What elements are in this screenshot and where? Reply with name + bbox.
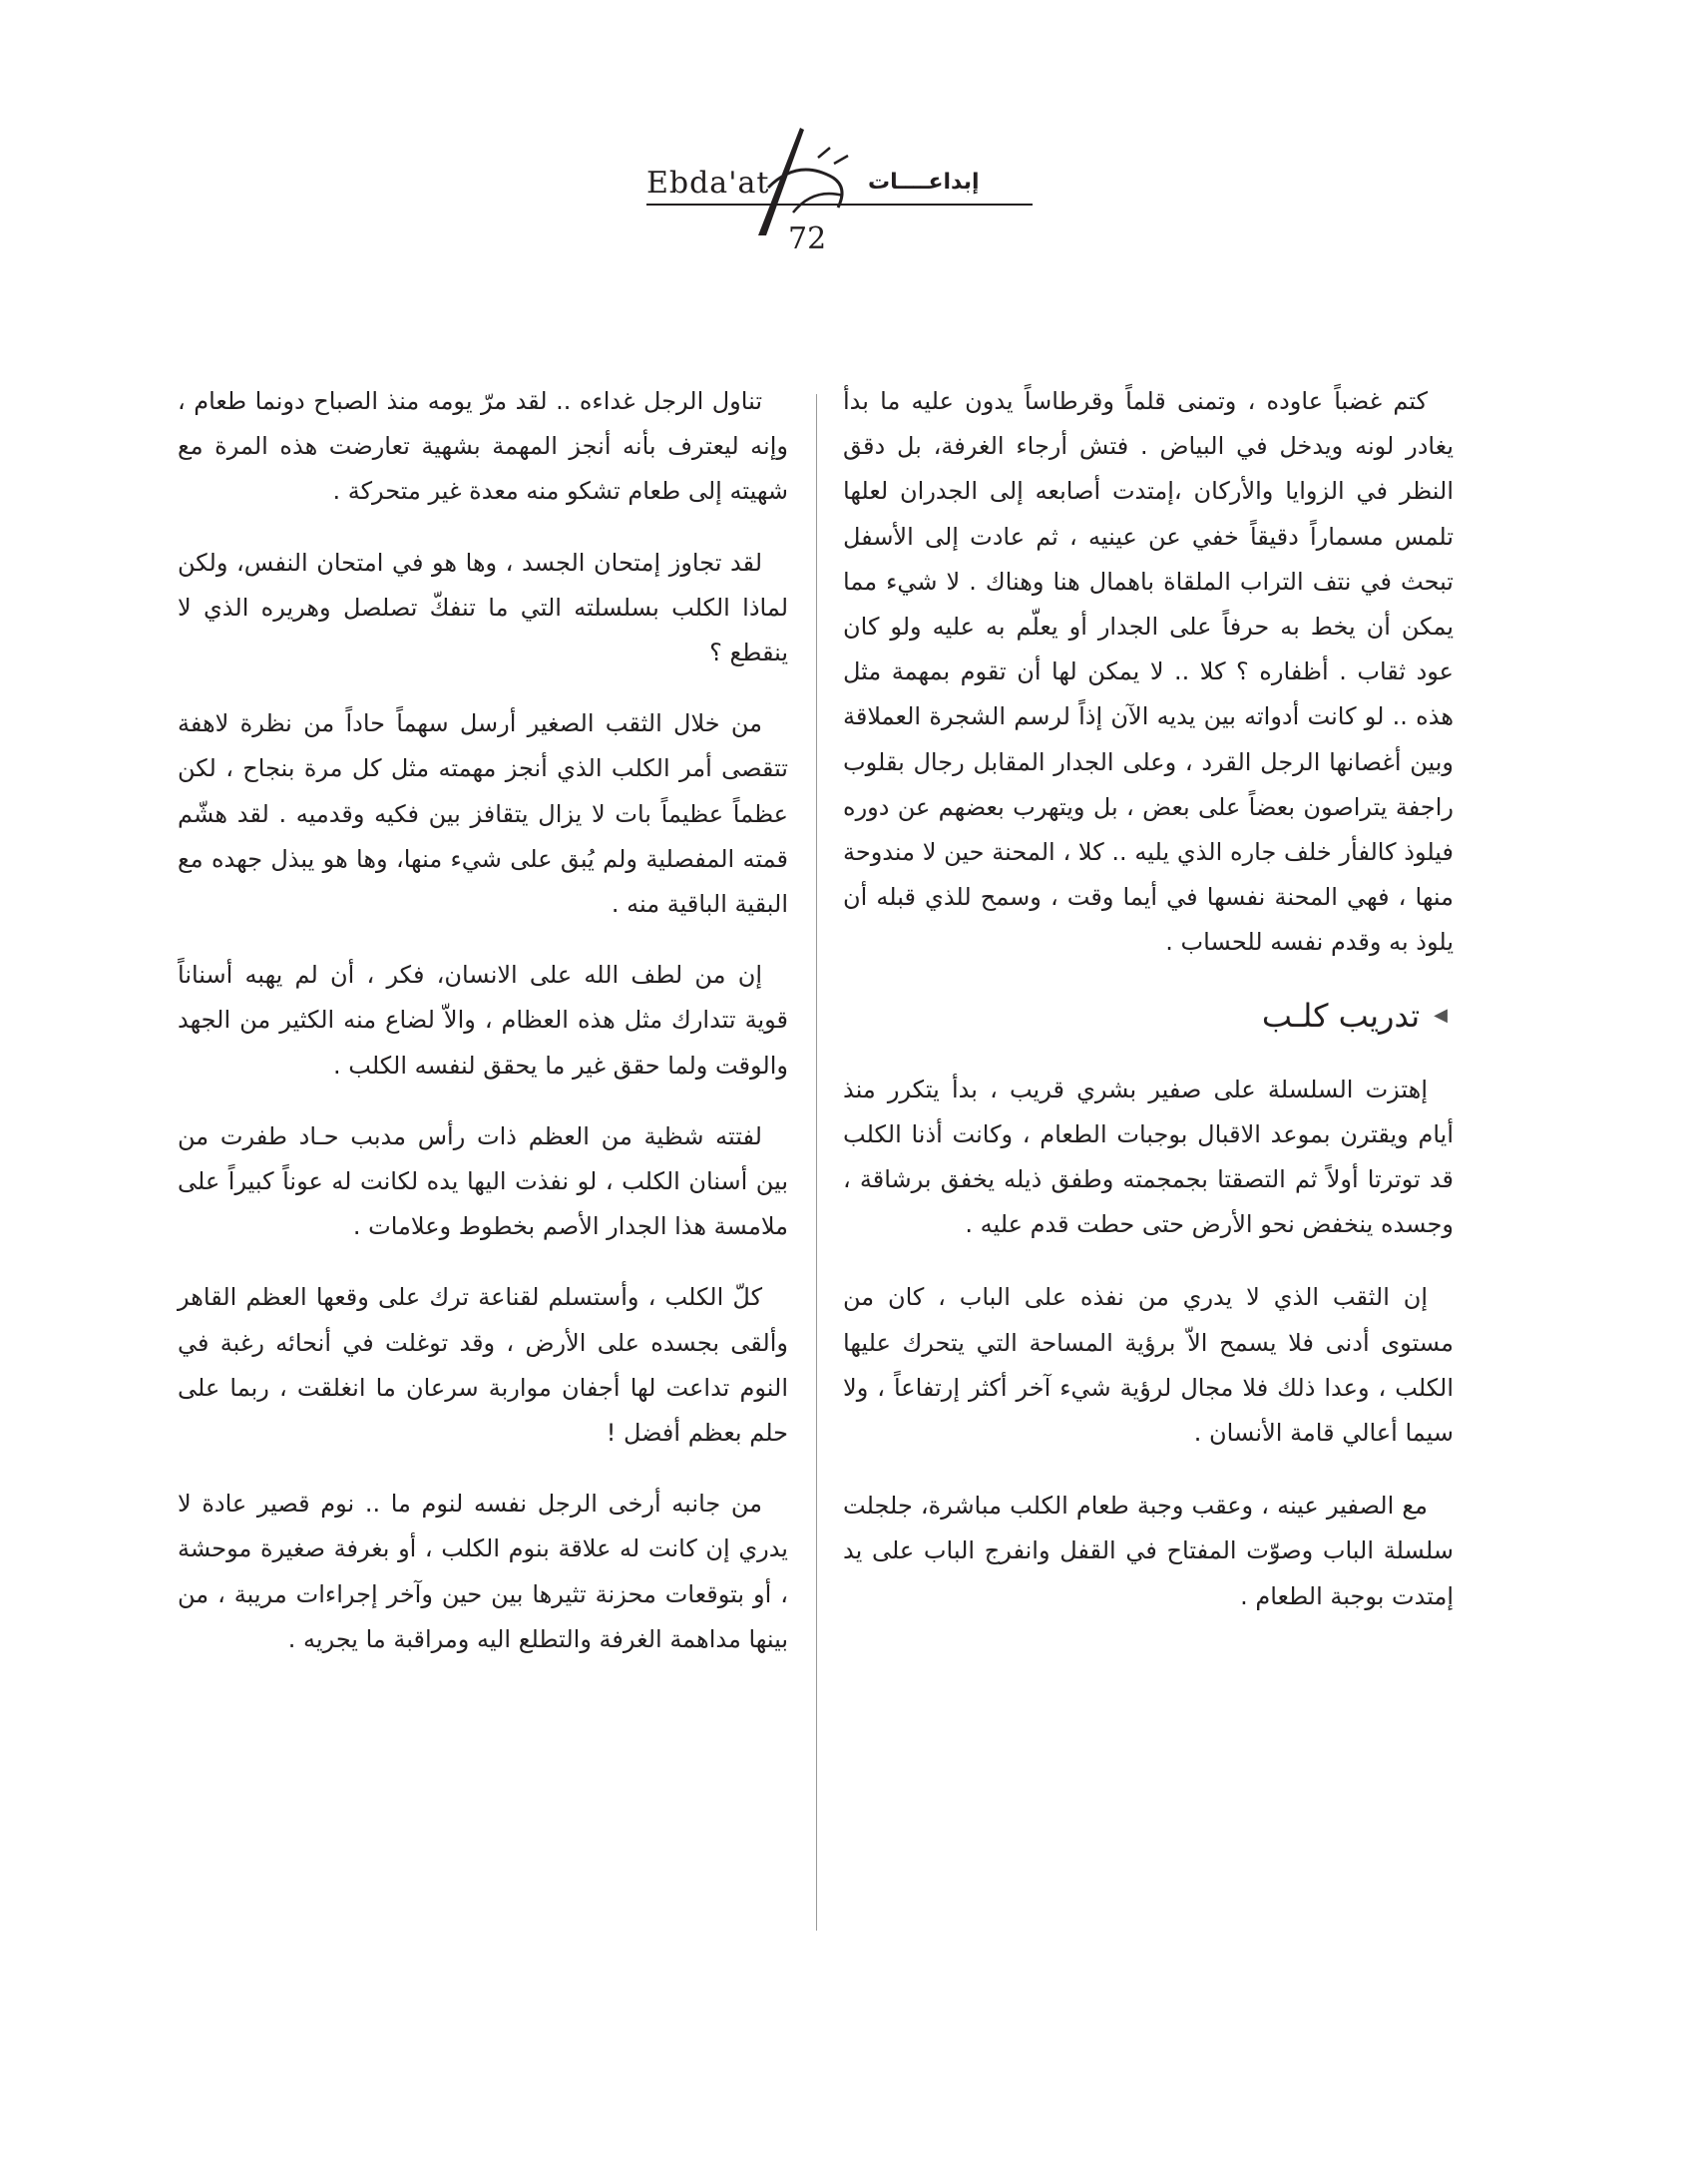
paragraph: كلّ الكلب ، وأستسلم لقناعة ترك على وقعها العظم القاهر وألقى بجسده على الأرض ، وقد توغلت في أنحائه رغبة في النوم تداعت لها أجفان مواربة سرعان ما انغلقت ، ربما على حلم بعظم أفضل !: [178, 1283, 788, 1448]
paragraph: إهتزت السلسلة على صفير بشري قريب ، بدأ يتكرر منذ أيام ويقترن بموعد الاقبال بوجبات الطعام ، وكانت أذنا الكلب قد توترتا أولاً ثم التصقتا بجمجمته وطفق ذيله يخفق برشاقة ، وجسده ينخفض نحو الأرض حتى حطت قدم عليه .: [843, 1075, 1454, 1239]
paragraph: تناول الرجل غداءه .. لقد مرّ يومه منذ الصباح دونما طعام ، وإنه ليعترف بأنه أنجز المهمة بشهية تعارضت هذه المرة مع شهيته إلى طعام تشكو منه معدة غير متحركة .: [178, 387, 788, 506]
paragraph: من جانبه أرخى الرجل نفسه لنوم ما .. نوم قصير عادة لا يدري إن كانت له علاقة بنوم الكلب ، أو بغرفة صغيرة موحشة ، أو بتوقعات محزنة تثيرها بين حين وآخر إجراءات مريبة ، من بينها مداهمة الغرفة والتطلع اليه ومراقبة ما يجريه .: [178, 1490, 788, 1653]
right-column: [843, 379, 1454, 1619]
paragraph: إن الثقب الذي لا يدري من نفذه على الباب ، كان من مستوى أدنى فلا يسمح الاّ برؤية المساحة التي يتحرك عليها الكلب ، وعدا ذلك فلا مجال لرؤية شيء آخر أكثر إرتفاعاً ، ولا سيما أعالي قامة الأنسان .: [843, 1283, 1454, 1448]
paragraph: من خلال الثقب الصغير أرسل سهماً حاداً من نظرة لاهفة تتقصى أمر الكلب الذي أنجز مهمته مثل كل مرة بنجاح ، لكن عظماً عظيماً بات لا يزال يتقافز بين فكيه وقدميه . لقد هشّم قمته المفصلية ولم يُبق على شيء منها، وها هو يبذل جهده مع البقية الباقية منه .: [178, 709, 788, 919]
page-number: 72: [788, 221, 827, 256]
triangle-marker-icon: ◀: [1434, 1004, 1448, 1026]
page-header: [0, 0, 1682, 269]
paragraph: لقد تجاوز إمتحان الجسد ، وها هو في امتحان النفس، ولكن لماذا الكلب بسلسلته التي ما تنفكّ تصلصل وهريره الذي لا ينقطع ؟: [178, 548, 788, 667]
header-rule: [646, 204, 1033, 206]
paragraph: لفتته شظية من العظم ذات رأس مدبب حـاد طفرت من بين أسنان الكلب ، لو نفذت اليها يده لكانت له عوناً كبيراً على ملامسة هذا الجدار الأصم بخطوط وعلامات .: [178, 1121, 788, 1241]
column-divider: [816, 394, 817, 1931]
section-heading-text: تدريب كلـب: [1261, 996, 1421, 1035]
brand-latin: Ebda'at: [646, 166, 770, 201]
paragraph: كتم غضباً عاوده ، وتمنى قلماً وقرطاساً يدون عليه ما بدأ يغادر لونه ويدخل في البياض . فتش أرجاء الغرفة، بل دقق النظر في الزوايا والأركان ،إمتدت أصابعه إلى الجدران لعلها تلمس مسماراً دقيقاً خفي عن عينيه ، ثم عادت إلى الأسفل تبحث في نتف التراب الملقاة باهمال هنا وهناك . لا شيء مما يمكن أن يخط به حرفاً على الجدار أو يعلّم به عليه ولو كان عود ثقاب . أظفاره ؟ كلا .. لا يمكن لها أن تقوم بمهمة مثل هذه .. لو كانت أدواته بين يديه الآن إذاً لرسم الشجرة العملاقة وبين أغصانها الرجل القرد ، وعلى الجدار المقابل رجال بقلوب راجفة يتراصون بعضاً على بعض ، بل ويتهرب بعضهم عن دوره فيلوذ كالفأر خلف جاره الذي يليه .. كلا ، المحنة حين لا مندوحة منها ، فهي المحنة نفسها في أيما وقت ، وسمح للذي قبله أن يلوذ به وقدم نفسه للحساب .: [843, 387, 1454, 957]
section-heading: [843, 996, 1454, 1036]
paragraph: إن من لطف الله على الانسان، فكر ، أن لم يهبه أسناناً قوية تتدارك مثل هذه العظام ، والاّ لضاع منه الكثير من الجهد والوقت ولما حقق غير ما يحقق لنفسه الكلب .: [178, 961, 788, 1080]
brand-arabic: إبداعــــات: [868, 170, 980, 195]
paragraph: مع الصفير عينه ، وعقب وجبة طعام الكلب مباشرة، جلجلت سلسلة الباب وصوّت المفتاح في القفل وانفرج الباب على يد إمتدت بوجبة الطعام .: [843, 1492, 1454, 1610]
left-column: [178, 379, 788, 1662]
